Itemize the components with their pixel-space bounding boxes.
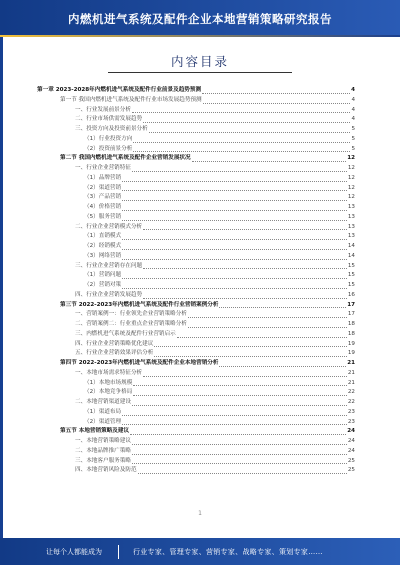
toc-leader-dots: [122, 258, 347, 260]
toc-leader-dots: [122, 287, 347, 289]
toc-entry[interactable]: [37, 310, 355, 320]
toc-entry-page: 13: [347, 233, 355, 240]
page-number: 1: [198, 510, 202, 517]
toc-entry-text: （2）营销对策: [84, 282, 122, 288]
toc-entry-page: 13: [347, 223, 355, 230]
toc-entry[interactable]: [37, 291, 355, 301]
toc-entry-page: 13: [347, 213, 355, 220]
toc-entry-page: 14: [347, 252, 355, 259]
table-of-contents: [37, 86, 355, 476]
toc-entry-text: 一、本地市场需求特征分析: [75, 369, 143, 376]
toc-entry-text: 二、本地营销渠道建设: [75, 399, 131, 405]
toc-entry-text: （2）本地竞争格局: [84, 389, 133, 396]
toc-entry[interactable]: [37, 359, 355, 369]
toc-leader-dots: [133, 394, 347, 396]
toc-entry-text: （2）经销模式: [84, 243, 122, 249]
toc-entry-text: 四、行业企业营销策略优化建议: [75, 340, 154, 347]
toc-entry[interactable]: [37, 340, 355, 350]
toc-entry[interactable]: [37, 232, 355, 242]
toc-entry-text: （1）行业投资方向: [84, 135, 133, 142]
toc-entry-page: 12: [347, 194, 355, 201]
toc-entry-page: 23: [347, 408, 355, 415]
toc-entry-page: 18: [347, 321, 355, 327]
toc-entry[interactable]: [37, 320, 355, 330]
toc-entry[interactable]: [37, 379, 355, 389]
toc-title-divider: [108, 72, 292, 73]
toc-entry-text: （2）投资前景分析: [84, 145, 133, 152]
toc-entry-text: 三、投资方向及投资前景分析: [75, 126, 148, 132]
footer-separator: [118, 545, 119, 559]
toc-entry[interactable]: [37, 252, 355, 262]
toc-entry-page: 14: [347, 243, 355, 249]
toc-leader-dots: [122, 414, 347, 416]
toc-entry-text: （2）渠道营销: [84, 184, 122, 191]
toc-entry-page: 21: [347, 379, 355, 386]
toc-leader-dots: [188, 326, 347, 328]
toc-entry-page: 5: [351, 145, 355, 152]
footer-bar: [0, 538, 400, 565]
footer-slogan: 让每个人都能成为: [46, 547, 102, 556]
toc-entry-page: 22: [347, 389, 355, 396]
toc-entry-page: 21: [347, 360, 355, 366]
toc-entry-page: 16: [347, 291, 355, 298]
toc-leader-dots: [202, 92, 350, 94]
toc-entry-page: 5: [351, 126, 355, 132]
toc-leader-dots: [132, 453, 347, 455]
toc-leader-dots: [143, 228, 347, 230]
toc-entry-text: （3）网络营销: [84, 252, 122, 259]
toc-entry-page: 13: [347, 204, 355, 210]
toc-entry[interactable]: [37, 330, 355, 340]
toc-leader-dots: [143, 297, 347, 299]
toc-leader-dots: [143, 375, 347, 377]
toc-entry-text: 一、营销案例一：行业领先企业营销策略分析: [75, 311, 187, 318]
toc-leader-dots: [188, 316, 347, 318]
toc-entry-text: 二、行业市场供需发展趋势: [75, 116, 143, 123]
toc-entry[interactable]: [37, 164, 355, 174]
toc-entry[interactable]: [37, 349, 355, 359]
toc-entry[interactable]: [37, 281, 355, 291]
toc-entry[interactable]: [37, 96, 355, 106]
toc-entry-text: 二、行业企业营销模式分析: [75, 223, 143, 230]
toc-entry[interactable]: [37, 242, 355, 252]
toc-leader-dots: [132, 404, 347, 406]
toc-entry[interactable]: [37, 106, 355, 116]
toc-entry-page: 12: [347, 155, 355, 162]
toc-entry[interactable]: [37, 184, 355, 194]
toc-entry[interactable]: [37, 437, 355, 447]
left-accent-stripe: [0, 37, 3, 538]
toc-entry-page: 15: [347, 282, 355, 288]
toc-leader-dots: [219, 306, 346, 308]
toc-entry-page: 5: [351, 135, 355, 142]
toc-entry-text: 四、行业企业营销发展趋势: [75, 291, 143, 298]
toc-entry-text: （1）直销模式: [84, 233, 122, 240]
toc-leader-dots: [143, 267, 347, 269]
toc-entry-text: 一、行业企业营销特征: [75, 165, 131, 171]
toc-entry-text: （3）产品营销: [84, 194, 122, 201]
toc-leader-dots: [133, 150, 350, 152]
toc-leader-dots: [130, 433, 346, 435]
toc-entry-page: 19: [347, 350, 355, 357]
toc-leader-dots: [219, 365, 346, 367]
toc-entry[interactable]: [37, 447, 355, 457]
toc-leader-dots: [132, 443, 347, 445]
toc-entry-page: 15: [347, 272, 355, 279]
toc-entry[interactable]: [37, 457, 355, 467]
toc-entry-text: 一、本地营销策略建议: [75, 438, 131, 444]
toc-leader-dots: [133, 384, 347, 386]
toc-entry[interactable]: [37, 301, 355, 311]
toc-leader-dots: [143, 121, 350, 123]
toc-entry[interactable]: [37, 427, 355, 437]
toc-leader-dots: [192, 160, 347, 162]
toc-entry-page: 19: [347, 340, 355, 347]
toc-entry-text: 第三节 2022-2023年内燃机进气系统及配件行业营销案例分析: [60, 301, 219, 308]
toc-entry-text: 二、本地品牌推广策略: [75, 447, 131, 454]
toc-entry-text: 三、内燃机进气系统及配件行业营销启示: [75, 330, 176, 337]
toc-entry-text: 三、本地客户服务策略: [75, 457, 131, 464]
toc-entry-text: （1）营销问题: [84, 272, 122, 279]
toc-entry-page: 4: [351, 87, 355, 93]
toc-entry[interactable]: [37, 174, 355, 184]
toc-leader-dots: [122, 209, 347, 211]
toc-entry-text: 二、营销案例二：行业重点企业营销策略分析: [75, 321, 187, 327]
toc-entry-page: 4: [351, 96, 355, 103]
toc-entry-page: 24: [347, 447, 355, 454]
toc-entry[interactable]: [37, 213, 355, 223]
toc-entry[interactable]: [37, 203, 355, 213]
toc-leader-dots: [138, 472, 347, 474]
toc-entry-page: 24: [347, 438, 355, 444]
toc-entry-text: （5）服务营销: [84, 213, 122, 220]
toc-entry-text: （1）品牌营销: [84, 174, 122, 181]
toc-entry-page: 24: [347, 428, 355, 435]
toc-entry[interactable]: [37, 125, 355, 135]
toc-entry[interactable]: [37, 223, 355, 233]
toc-leader-dots: [132, 170, 347, 172]
toc-leader-dots: [122, 189, 347, 191]
toc-entry-text: 第五节 本地营销策略及建议: [60, 428, 130, 435]
toc-entry-page: 4: [351, 106, 355, 113]
toc-leader-dots: [122, 423, 347, 425]
toc-leader-dots: [122, 199, 347, 201]
toc-leader-dots: [122, 180, 347, 182]
toc-entry-page: 18: [347, 330, 355, 337]
toc-entry-text: 四、本地营销风险及防范: [75, 467, 137, 474]
toc-leader-dots: [132, 462, 347, 464]
toc-title: 内容目录: [170, 54, 229, 69]
toc-entry-page: 15: [347, 262, 355, 269]
toc-entry-text: 第一节 我国内燃机进气系统及配件行业市场发展趋势预测: [60, 96, 202, 103]
toc-entry-page: 23: [347, 418, 355, 425]
toc-entry[interactable]: [37, 271, 355, 281]
toc-entry-page: 17: [347, 301, 355, 308]
toc-entry-text: 第四节 2022-2023年内燃机进气系统及配件企业本地营销分析: [60, 360, 219, 366]
toc-leader-dots: [122, 238, 347, 240]
toc-leader-dots: [154, 355, 347, 357]
toc-entry-page: 4: [351, 116, 355, 123]
toc-entry[interactable]: [37, 466, 355, 476]
toc-entry[interactable]: [37, 408, 355, 418]
toc-entry-text: （4）价格营销: [84, 204, 122, 210]
toc-leader-dots: [122, 277, 347, 279]
toc-leader-dots: [154, 345, 347, 347]
report-header: [0, 0, 400, 37]
toc-entry-page: 22: [347, 399, 355, 405]
toc-leader-dots: [133, 141, 350, 143]
toc-entry-page: 17: [347, 311, 355, 318]
toc-entry[interactable]: [37, 262, 355, 272]
toc-entry-text: 第二节 我国内燃机进气系统及配件企业营销发展状况: [60, 155, 191, 162]
toc-entry[interactable]: [37, 154, 355, 164]
toc-leader-dots: [122, 248, 347, 250]
report-title: 内燃机进气系统及配件企业本地营销策略研究报告: [68, 11, 332, 26]
toc-entry[interactable]: [37, 398, 355, 408]
toc-entry[interactable]: [37, 145, 355, 155]
toc-entry-page: 25: [347, 467, 355, 474]
toc-entry-text: 五、行业企业营销效果评估分析: [75, 350, 154, 357]
toc-entry-page: 12: [347, 184, 355, 191]
toc-entry[interactable]: [37, 135, 355, 145]
toc-entry-page: 12: [347, 174, 355, 181]
toc-leader-dots: [132, 111, 350, 113]
toc-entry[interactable]: [37, 193, 355, 203]
toc-entry[interactable]: [37, 369, 355, 379]
toc-entry-text: （2）渠道管理: [84, 418, 122, 425]
toc-leader-dots: [149, 131, 351, 133]
toc-entry[interactable]: [37, 388, 355, 398]
toc-entry[interactable]: [37, 86, 355, 96]
toc-leader-dots: [177, 336, 347, 338]
toc-entry-text: （1）本地市场规模: [84, 379, 133, 386]
toc-entry-text: （1）渠道布局: [84, 408, 122, 415]
toc-entry-page: 25: [347, 457, 355, 464]
footer-tagline: 行业专家、管理专家、营销专家、战略专家、策划专家……: [133, 547, 323, 556]
toc-entry[interactable]: [37, 115, 355, 125]
toc-leader-dots: [203, 102, 351, 104]
toc-entry-text: 第一章 2023-2028年内燃机进气系统及配件行业前景及趋势预测: [37, 87, 202, 93]
toc-entry-text: 三、行业企业营销存在问题: [75, 262, 143, 269]
toc-entry-page: 12: [347, 165, 355, 171]
toc-entry-text: 一、行业发展前景分析: [75, 106, 131, 113]
toc-entry[interactable]: [37, 418, 355, 428]
toc-leader-dots: [122, 219, 347, 221]
toc-entry-page: 21: [347, 369, 355, 376]
